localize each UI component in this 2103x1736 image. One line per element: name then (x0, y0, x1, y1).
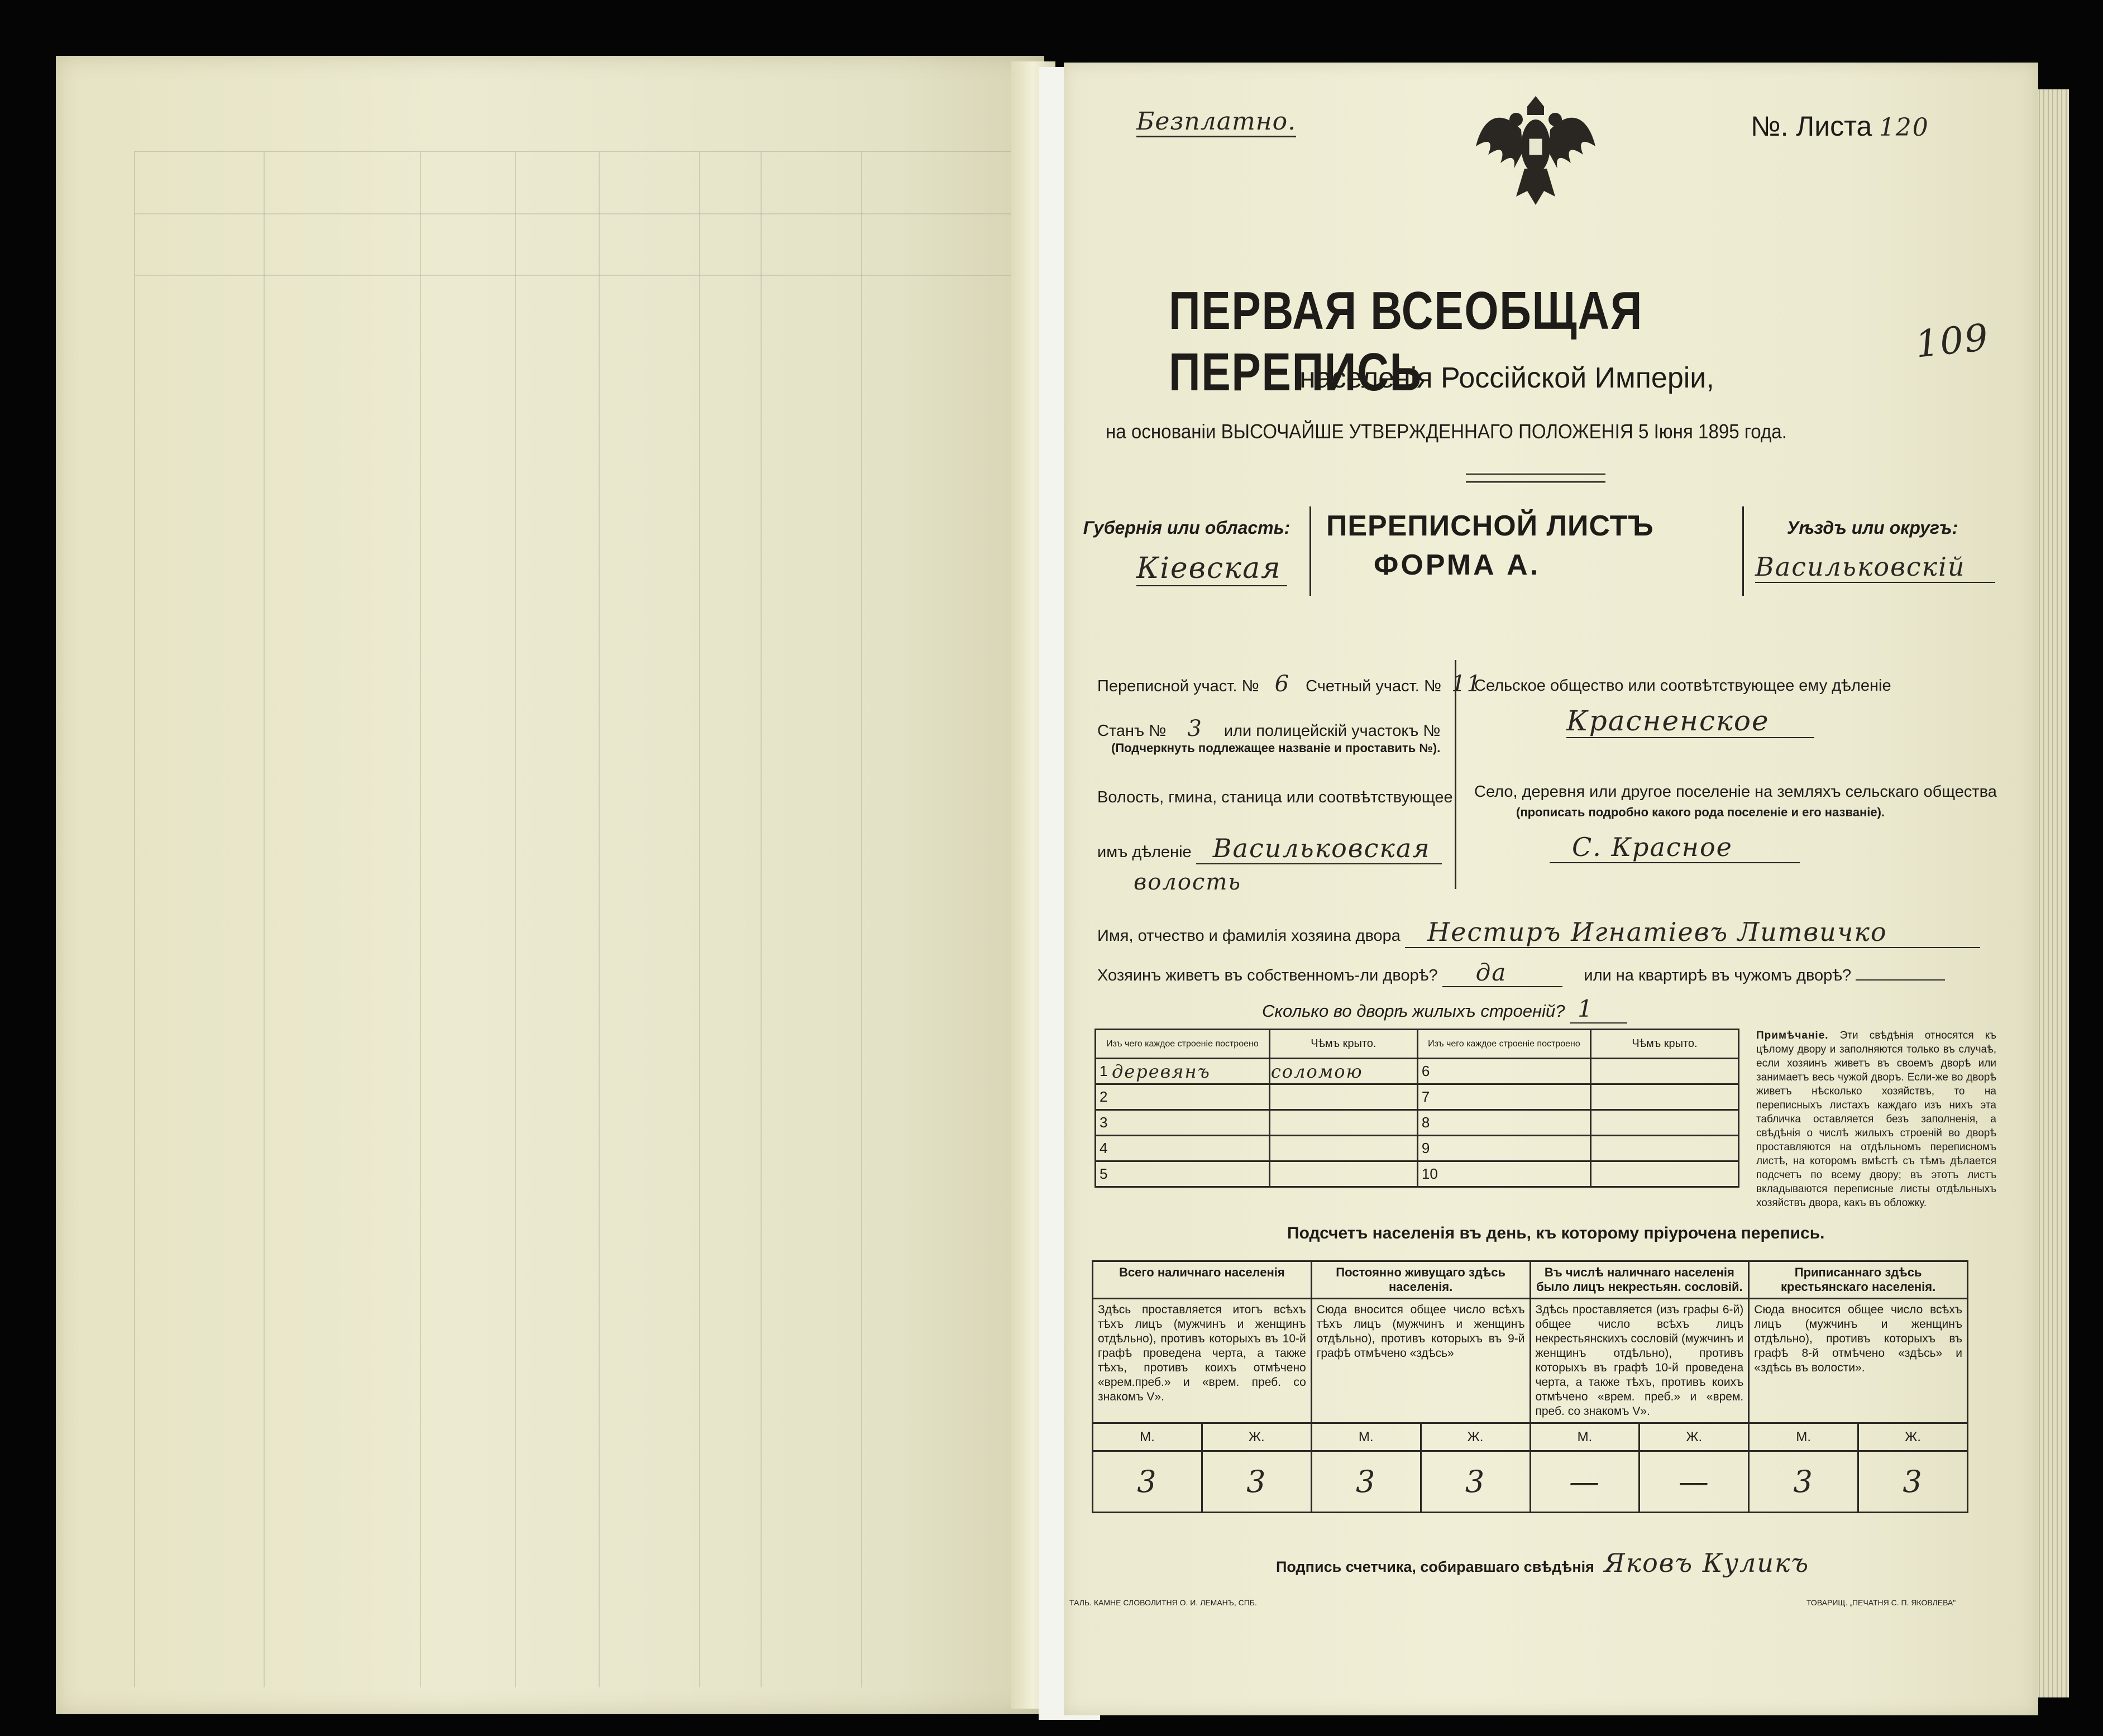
ornament-divider (1466, 473, 1605, 483)
signature-value: Яковъ Куликъ (1604, 1548, 1810, 1578)
police-label: или полицейскій участокъ № (1223, 722, 1441, 740)
col-roof-right: Чѣмъ крыто. (1591, 1030, 1739, 1059)
buildings-table (1094, 1029, 1739, 1188)
page-stamp-number: 109 (1913, 315, 1991, 366)
count-value: 3 (1421, 1451, 1530, 1513)
census-form-page (1064, 63, 2038, 1715)
col-material-right: Изъ чего каждое строеніе построено (1417, 1030, 1590, 1059)
table-row: 1 деревянъ соломою 6 (1096, 1059, 1739, 1084)
province-label: Губернія или область: (1083, 518, 1291, 538)
note-text: Эти свѣдѣнія относятся къ цѣлому двору и заполняются только въ случаѣ, если хозяинъ живетъ въ своемъ дворѣ или занимаетъ весь чужой дворъ. Если-же во дворѣ живетъ нѣсколько хозяйствъ, то на переписныхъ листахъ каждаго изъ нихъ эта табличка оставляется безъ заполненія, а свѣдѣнія о числѣ жилыхъ строеній во дворѣ проставляются на отдѣльномъ переписномъ листѣ, на которомъ вмѣстѣ съ тѣмъ дѣлается подсчетъ по всему двору; въ этотъ листъ вкладываются переписные листы отдѣльныхъ хозяйствъ двора, какъ въ обложку. (1756, 1030, 1996, 1209)
sheet-number-label: №. Листа (1751, 111, 1872, 142)
col-material-left: Изъ чего каждое строеніе построено (1096, 1030, 1270, 1059)
count-value: 3 (1311, 1451, 1421, 1513)
roof-cell: соломою (1269, 1059, 1417, 1084)
count-value: 3 (1093, 1451, 1202, 1513)
sheet-number-value: 120 (1879, 113, 1929, 142)
census-subtitle: населенія Россійской Имперіи, (1299, 362, 1714, 394)
settlement-value: С. Красное (1550, 832, 1800, 863)
census-section-label: Переписной участ. № (1097, 677, 1259, 695)
village-society-label: Сельское общество или соотвѣтствующее ему дѣленіе (1474, 677, 1891, 695)
note-heading: Примѣчаніе. (1756, 1030, 1829, 1041)
decree-line: на основаніи ВЫСОЧАЙШЕ УТВЕРЖДЕННАГО ПОЛОЖЕНІЯ 5 Іюня 1895 года. (1106, 420, 1787, 443)
owner-label: Имя, отчество и фамилія хозяина двора (1097, 927, 1401, 945)
imperial-eagle-emblem (1471, 85, 1600, 213)
col-roof-left: Чѣмъ крыто. (1269, 1030, 1417, 1059)
footer-right-printer: ТОВАРИЩ. „ПЕЧАТНЯ С. П. ЯКОВЛЕВА" (1806, 1598, 1956, 1607)
rent-label: или на квартирѣ въ чужомъ дворѣ? (1584, 967, 1852, 984)
page-edges (2035, 89, 2069, 1697)
signature-row (1276, 1548, 1809, 1578)
count-value: — (1530, 1451, 1640, 1513)
count-col-title-4: Приписаннаго здѣсь крестьянскаго населенія. (1749, 1261, 1968, 1299)
count-col-desc-2: Сюда вносится общее число всѣхъ тѣхъ лицъ (мужчинъ и женщинъ отдѣльно), противъ которыхъ въ 9-й графѣ отмѣчено «здѣсь» (1311, 1299, 1530, 1423)
table-row: 2 7 (1096, 1084, 1739, 1110)
volost-label-2: имъ дѣленіе (1097, 843, 1192, 861)
owner-value: Нестиръ Игнатіевъ Литвичко (1405, 917, 1980, 948)
buildings-table-header (1096, 1030, 1739, 1059)
census-title: ПЕРВАЯ ВСЕОБЩАЯ ПЕРЕПИСЬ (1169, 281, 1643, 402)
stan-value: 3 (1187, 716, 1203, 742)
district-value: Васильковскій (1755, 552, 1995, 583)
left-page-blank (56, 56, 1044, 1714)
free-label: Безплатно. (1136, 107, 1296, 137)
sheet-title: ПЕРЕПИСНОЙ ЛИСТЪ (1326, 510, 1654, 542)
count-col-title-1: Всего наличнаго населенія (1093, 1261, 1312, 1299)
form-name: ФОРМА А. (1374, 549, 1541, 581)
owner-row (1097, 917, 1980, 948)
province-box (1064, 506, 1311, 596)
stan-row (1097, 716, 1440, 742)
signature-label: Подпись счетчика, собиравшаго свѣдѣнія (1276, 1558, 1594, 1575)
volost-value-2: волость (1134, 869, 1242, 895)
count-section-value: 11 (1451, 671, 1482, 697)
village-society-value: Красненское (1566, 705, 1814, 738)
count-desc-row (1093, 1299, 1968, 1423)
own-yard-label: Хозяинъ живетъ въ собственномъ-ли дворѣ? (1097, 967, 1438, 984)
footer-left-printer: ТАЛЬ. КАМНЕ СЛОВОЛИТНЯ О. И. ЛЕМАНЪ, СПБ. (1069, 1598, 1257, 1607)
count-values-row (1093, 1451, 1968, 1513)
count-col-desc-4: Сюда вносится общее число всѣхъ лицъ (мужчинъ и женщинъ отдѣльно), противъ которыхъ въ графѣ 8-й отмѣчено «здѣсь» и «здѣсь въ волости». (1749, 1299, 1968, 1423)
volost-row (1097, 833, 1442, 863)
sheet-number (1751, 110, 1929, 142)
count-title-row (1093, 1261, 1968, 1299)
own-yard-row (1097, 959, 1945, 986)
count-mf-row: М. Ж. М. Ж. М. Ж. М. Ж. (1093, 1423, 1968, 1451)
count-col-desc-3: Здѣсь проставляется (изъ графы 6-й) общее число всѣхъ лицъ некрестьянскихъ сословій (мужчинъ и женщинъ отдѣльно), противъ которыхъ въ графѣ 10-й проведена черта, а также тѣхъ, противъ коихъ отмѣчено «врем. преб.» и «врем. преб. со знакомъ V». (1530, 1299, 1749, 1423)
province-value: Кіевская (1136, 552, 1287, 586)
count-value: 3 (1749, 1451, 1858, 1513)
count-col-title-3: Въ числѣ наличнаго населенія было лицъ некрестьян. сословій. (1530, 1261, 1749, 1299)
material-cell: деревянъ (1111, 1059, 1269, 1084)
count-col-title-2: Постоянно живущаго здѣсь населенія. (1311, 1261, 1530, 1299)
show-through-grid (134, 151, 1027, 1687)
table-row: 4 9 (1096, 1136, 1739, 1161)
table-row: 3 8 (1096, 1110, 1739, 1136)
buildings-row (1262, 995, 1627, 1022)
volost-label: Волость, гмина, станица или соотвѣтствующее (1097, 788, 1453, 806)
census-section-value: 6 (1274, 671, 1291, 697)
note-block (1756, 1029, 1996, 1210)
population-count-table (1092, 1260, 1968, 1513)
count-section-label: Счетный участ. № (1306, 677, 1441, 695)
stan-label: Станъ № (1097, 722, 1167, 740)
count-value: 3 (1858, 1451, 1968, 1513)
table-row: 5 10 (1096, 1161, 1739, 1187)
buildings-label: Сколько во дворѣ жилыхъ строеній? (1262, 1001, 1565, 1021)
volost-value: Васильковская (1196, 833, 1442, 864)
settlement-note: (прописать подробно какого рода поселеніе и его названіе). (1516, 805, 1885, 819)
count-heading: Подсчетъ населенія въ день, къ которому пріурочена перепись. (1287, 1224, 1825, 1242)
count-value: — (1640, 1451, 1749, 1513)
underline-note: (Подчеркнуть подлежащее названіе и проставить №). (1111, 741, 1441, 755)
count-col-desc-1: Здѣсь проставляется итогъ всѣхъ тѣхъ лицъ (мужчинъ и женщинъ отдѣльно), противъ которыхъ въ 10-й графѣ проведена черта, а также тѣхъ, противъ коихъ отмѣчено «врем.преб.» и «врем. преб. со знакомъ V». (1093, 1299, 1312, 1423)
district-box (1742, 506, 2001, 596)
census-section-row (1097, 671, 1488, 697)
own-yard-value: да (1442, 959, 1563, 987)
settlement-label: Село, деревня или другое поселеніе на земляхъ сельскаго общества (1474, 783, 1997, 801)
district-label: Уѣздъ или округъ: (1786, 518, 1958, 538)
buildings-value: 1 (1570, 995, 1627, 1024)
count-value: 3 (1202, 1451, 1311, 1513)
